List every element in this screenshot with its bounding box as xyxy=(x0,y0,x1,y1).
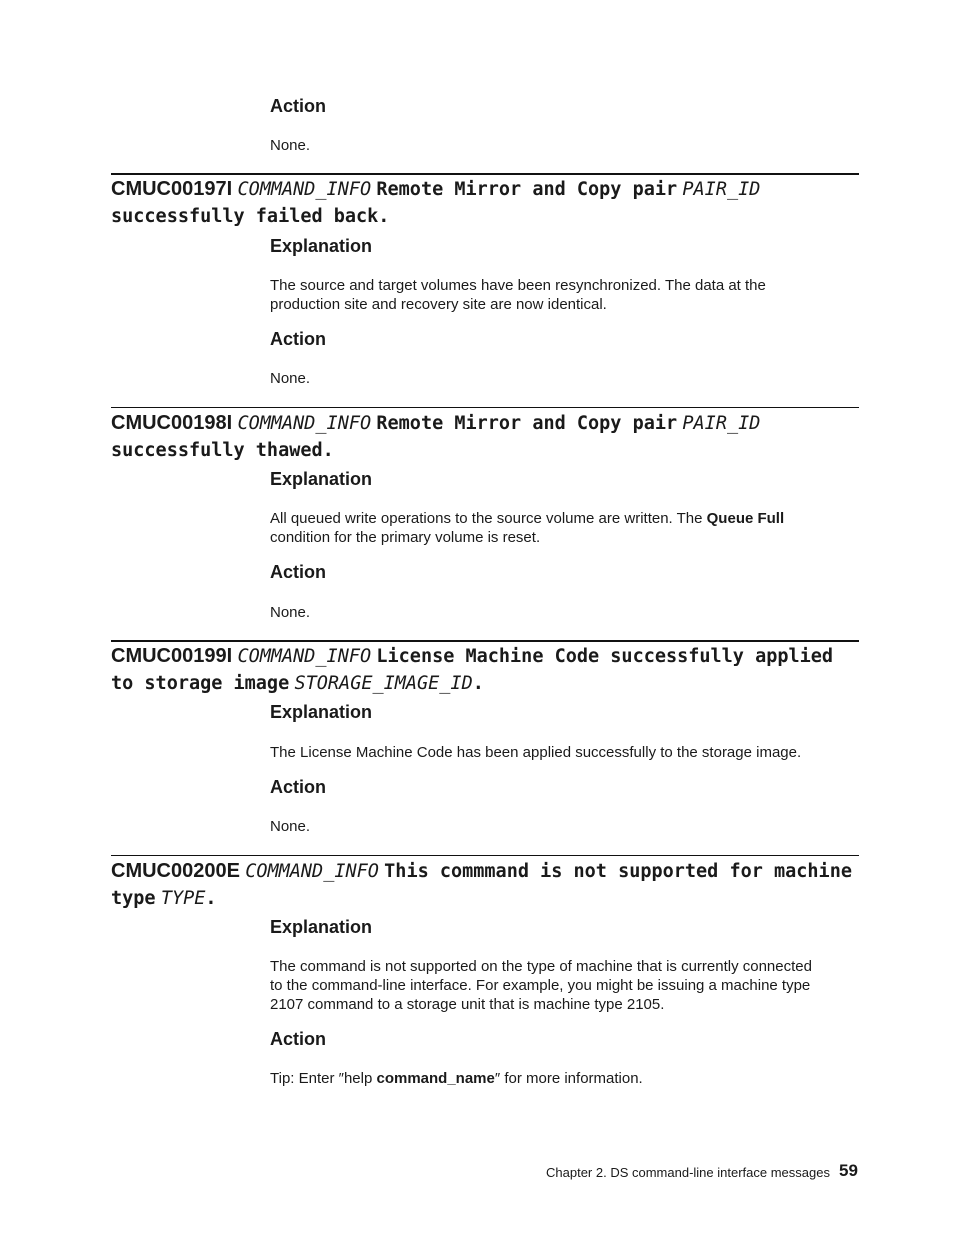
message-text: to storage image xyxy=(111,673,290,694)
message-variable: PAIR_ID xyxy=(682,179,761,200)
action-text xyxy=(270,1069,860,1088)
action-text: None. xyxy=(270,604,311,621)
section-divider xyxy=(111,173,859,175)
command-name-bold: command_name xyxy=(376,1070,495,1087)
message-variable: STORAGE_IMAGE_ID xyxy=(294,673,473,694)
section-divider xyxy=(111,407,859,408)
explanation-heading: Explanation xyxy=(270,469,373,489)
explanation-line: 2107 command to a storage unit that is machine type 2105. xyxy=(270,996,665,1013)
message-text: . xyxy=(205,888,217,909)
action-heading: Action xyxy=(270,1029,326,1049)
action-text: None. xyxy=(270,137,311,154)
section-divider xyxy=(111,855,859,856)
explanation-line xyxy=(270,509,860,528)
message-variable: COMMAND_INFO xyxy=(237,179,372,200)
message-title xyxy=(111,176,871,230)
message-text: Remote Mirror and Copy pair xyxy=(376,413,678,434)
message-title xyxy=(111,410,871,464)
message-variable: COMMAND_INFO xyxy=(237,413,372,434)
message-text: . xyxy=(472,673,484,694)
explanation-line: production site and recovery site are now identical. xyxy=(270,296,607,313)
message-variable: TYPE xyxy=(160,888,206,909)
action-fragment: Tip: Enter ″help xyxy=(270,1070,377,1087)
message-text: successfully thawed. xyxy=(111,440,334,461)
message-id: CMUC00197I xyxy=(111,178,233,200)
action-fragment: ″ for more information. xyxy=(494,1070,643,1087)
message-id: CMUC00200E xyxy=(111,860,240,882)
section-divider xyxy=(111,640,859,642)
explanation-text xyxy=(270,957,860,1014)
message-variable: COMMAND_INFO xyxy=(245,861,379,882)
explanation-heading: Explanation xyxy=(270,917,373,937)
explanation-line: condition for the primary volume is reset. xyxy=(270,529,541,546)
explanation-line: to the command-line interface. For example, you might be issuing a machine type xyxy=(270,977,811,994)
explanation-line: The command is not supported on the type of machine that is currently connected xyxy=(270,958,812,975)
explanation-text xyxy=(270,276,860,314)
page-number: 59 xyxy=(839,1161,858,1180)
action-heading: Action xyxy=(270,777,326,797)
message-text: type xyxy=(111,888,156,909)
action-text: None. xyxy=(270,818,311,835)
message-text: Remote Mirror and Copy pair xyxy=(376,179,678,200)
message-variable: PAIR_ID xyxy=(682,413,761,434)
explanation-text: The License Machine Code has been applied successfully to the storage image. xyxy=(270,744,802,761)
action-heading: Action xyxy=(270,329,326,349)
message-text: License Machine Code successfully applied xyxy=(376,646,834,667)
explanation-line: The source and target volumes have been resynchronized. The data at the xyxy=(270,277,766,294)
message-text: successfully failed back. xyxy=(111,206,390,227)
explanation-heading: Explanation xyxy=(270,236,373,256)
action-heading: Action xyxy=(270,96,326,116)
explanation-fragment: All queued write operations to the source volume are written. The xyxy=(270,510,707,527)
message-id: CMUC00198I xyxy=(111,412,233,434)
action-heading: Action xyxy=(270,562,326,582)
explanation-heading: Explanation xyxy=(270,702,373,722)
message-variable: COMMAND_INFO xyxy=(237,646,372,667)
footer-chapter: Chapter 2. DS command-line interface messages xyxy=(546,1165,830,1180)
explanation-bold: Queue Full xyxy=(706,510,785,527)
message-title xyxy=(111,858,871,912)
explanation-text xyxy=(270,509,860,547)
action-text: None. xyxy=(270,370,311,387)
message-id: CMUC00199I xyxy=(111,645,233,667)
message-title xyxy=(111,643,871,697)
message-text: This commmand is not supported for machine xyxy=(384,861,852,882)
